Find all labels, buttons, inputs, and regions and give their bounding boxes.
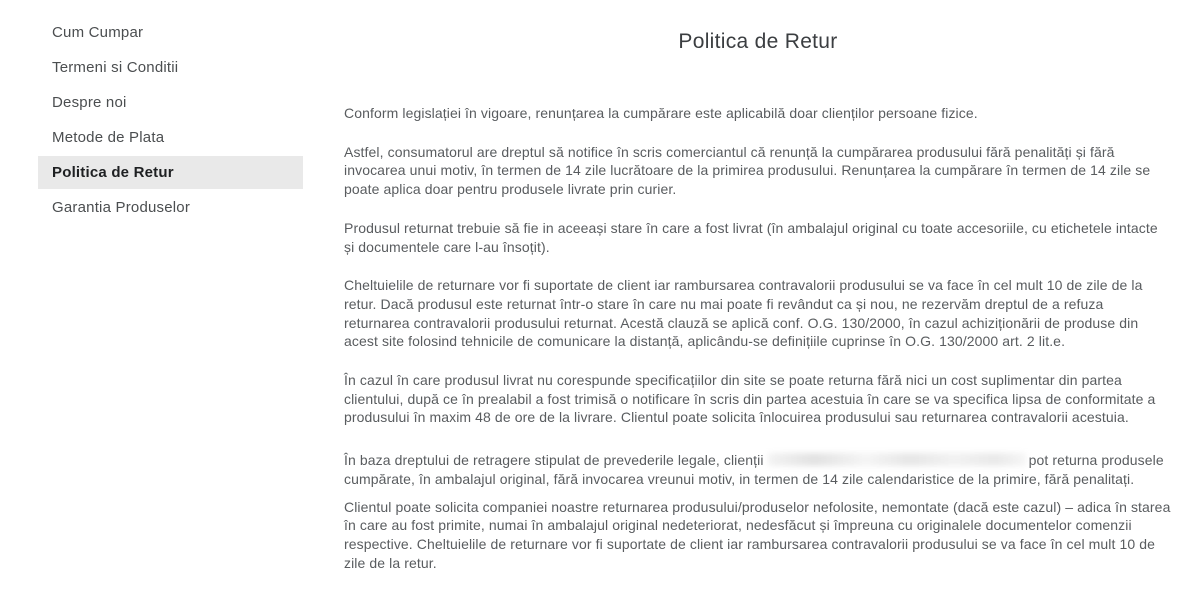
redacted-company-name bbox=[768, 453, 1026, 466]
page-title: Politica de Retur bbox=[678, 30, 838, 53]
paragraph-notification-right: Astfel, consumatorul are dreptul să notifice în scris comerciantul că renunță la cumpărarea produsului fără penalități și fără invocarea unui motiv, în termen de 14 zile lucrătoare de la primirea produsului. Renunțarea la cumpărare în termen de 14 zile se poate aplica doar pentru produsele livrate prin curier. bbox=[344, 143, 1151, 198]
paragraph-return-request: Clientul poate solicita companiei noastre returnarea produsului/produselor nefolosite, nemontate (dacă este cazul) – adica în starea în care au fost primite, numai în ambalajul original nedeteriorat, nedesfăcut și împreuna cu originalele documentelor comenzii respective. Cheltuielile de returnare vor fi suportate de client iar rambursarea contravalorii produsului se va face în cel mult 10 de zile de la retur. bbox=[344, 498, 1171, 571]
sidebar bbox=[38, 14, 303, 611]
sidebar-item-cum-cumpar[interactable]: Cum Cumpar bbox=[52, 24, 144, 41]
sidebar-item-garantia-produselor[interactable]: Garantia Produselor bbox=[52, 199, 191, 216]
paragraph-legislation: Conform legislației în vigoare, renunțarea la cumpărare este aplicabilă doar clienților persoane fizice. bbox=[344, 105, 978, 121]
paragraph-withdrawal-right bbox=[344, 451, 1172, 488]
sidebar-item-politica-de-retur[interactable]: Politica de Retur bbox=[38, 156, 303, 189]
paragraph-return-costs: Cheltuielile de returnare vor fi suportate de client iar rambursarea contravalorii produsului se va face în cel mult 10 de zile de la retur. Dacă produsul este returnat într-o stare în care nu mai poate fi revândut ca și nou, ne rezervăm dreptul de a refuza returnarea contravalorii produsului returnat. Acestă clauză se aplică conf. O.G. 130/2000, în cazul achiziționării de produse din acest site folosind tehnicile de comunicare la distanță, aplicându-se definițiile cuprinse în O.G. 130/2000 art. 2 lit.e. bbox=[344, 277, 1143, 350]
withdrawal-text-before: În baza dreptului de retragere stipulat de prevederile legale, clienții bbox=[344, 452, 768, 469]
main-content bbox=[344, 14, 1172, 611]
sidebar-item-termeni-si-conditii[interactable]: Termeni si Conditii bbox=[52, 59, 179, 76]
sidebar-item-metode-de-plata[interactable]: Metode de Plata bbox=[52, 129, 165, 146]
paragraph-product-state: Produsul returnat trebuie să fie in aceeași stare în care a fost livrat (în ambalajul original cu toate accesoriile, cu etichetele intacte și documentele care l-au însoțit). bbox=[344, 219, 1158, 255]
sidebar-item-despre-noi[interactable]: Despre noi bbox=[52, 94, 127, 111]
withdrawal-text-after: pot returna produsele cumpărate, în ambalajul original, fără invocarea vreunui motiv, in termen de 14 zile calendaristice de la primire, fără penalitați. bbox=[344, 452, 1164, 487]
paragraph-non-conformity: În cazul în care produsul livrat nu corespunde specificațiilor din site se poate returna fără nici un cost suplimentar din partea clientului, după ce în prealabil a fost trimisă o notificare în scris din partea acestuia în care se va specifica lipsa de conformitate a produsului în maxim 48 de ore de la livrare. Clientul poate solicita înlocuirea produsului sau returnarea contravalorii acestuia. bbox=[344, 372, 1156, 426]
